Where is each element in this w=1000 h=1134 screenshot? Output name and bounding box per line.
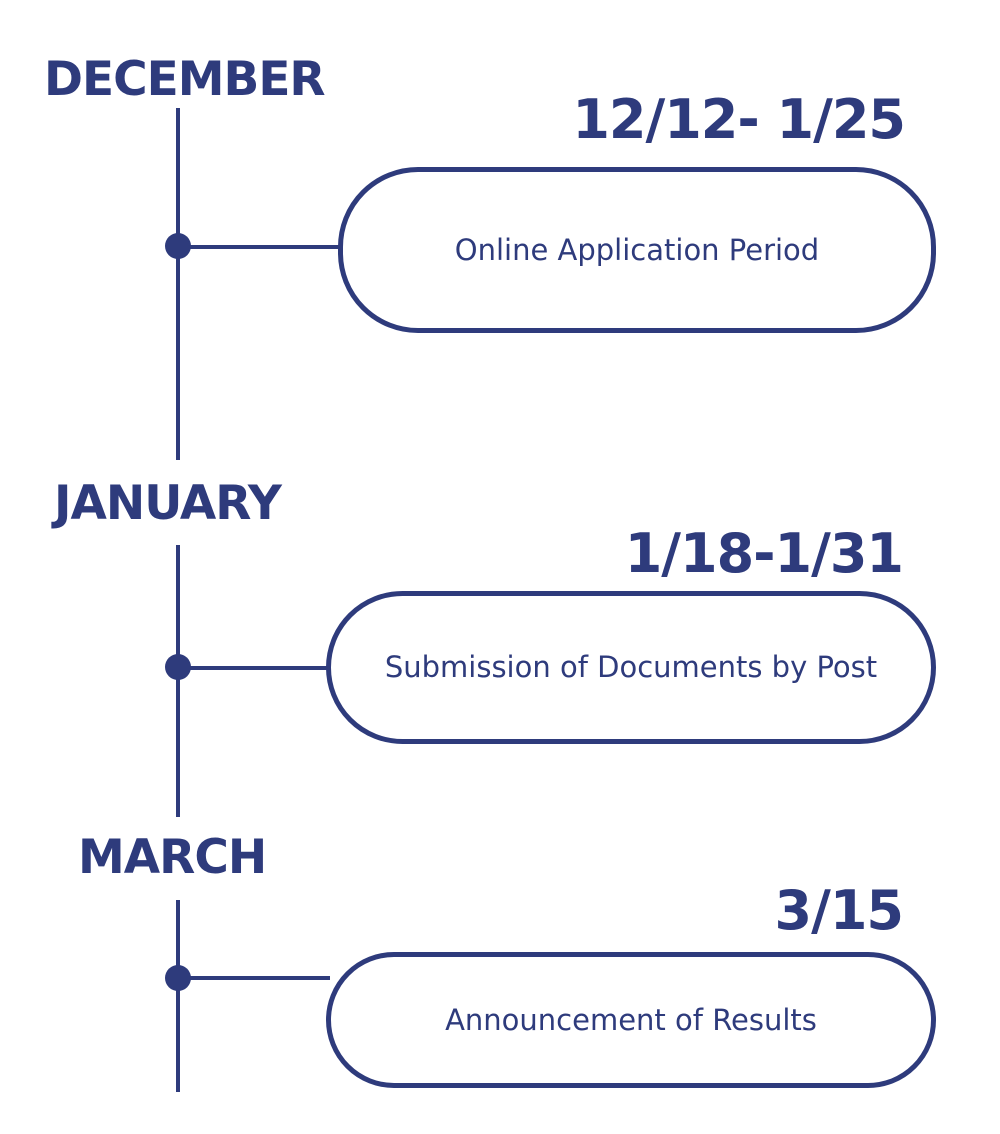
timeline-node	[165, 654, 191, 680]
event-date-online-application: 12/12- 1/25	[572, 88, 905, 151]
timeline-spine-segment	[176, 545, 180, 817]
event-label: Submission of Documents by Post	[384, 650, 878, 684]
event-date-document-submission: 1/18-1/31	[624, 522, 903, 585]
event-box-document-submission	[326, 591, 936, 744]
event-connector	[178, 245, 342, 249]
event-connector	[178, 976, 330, 980]
event-label: Online Application Period	[454, 232, 820, 267]
month-label-december: DECEMBER	[44, 52, 325, 107]
event-box-online-application	[338, 167, 936, 333]
month-label-january: JANUARY	[54, 476, 281, 531]
event-box-announcement	[326, 952, 936, 1088]
event-label: Announcement of Results	[445, 1002, 817, 1037]
month-label-march: MARCH	[78, 830, 267, 885]
timeline-node	[165, 233, 191, 259]
event-date-announcement: 3/15	[774, 879, 903, 942]
timeline-spine-segment	[176, 900, 180, 1092]
event-connector	[178, 666, 330, 670]
timeline-spine-segment	[176, 108, 180, 460]
timeline-node	[165, 965, 191, 991]
